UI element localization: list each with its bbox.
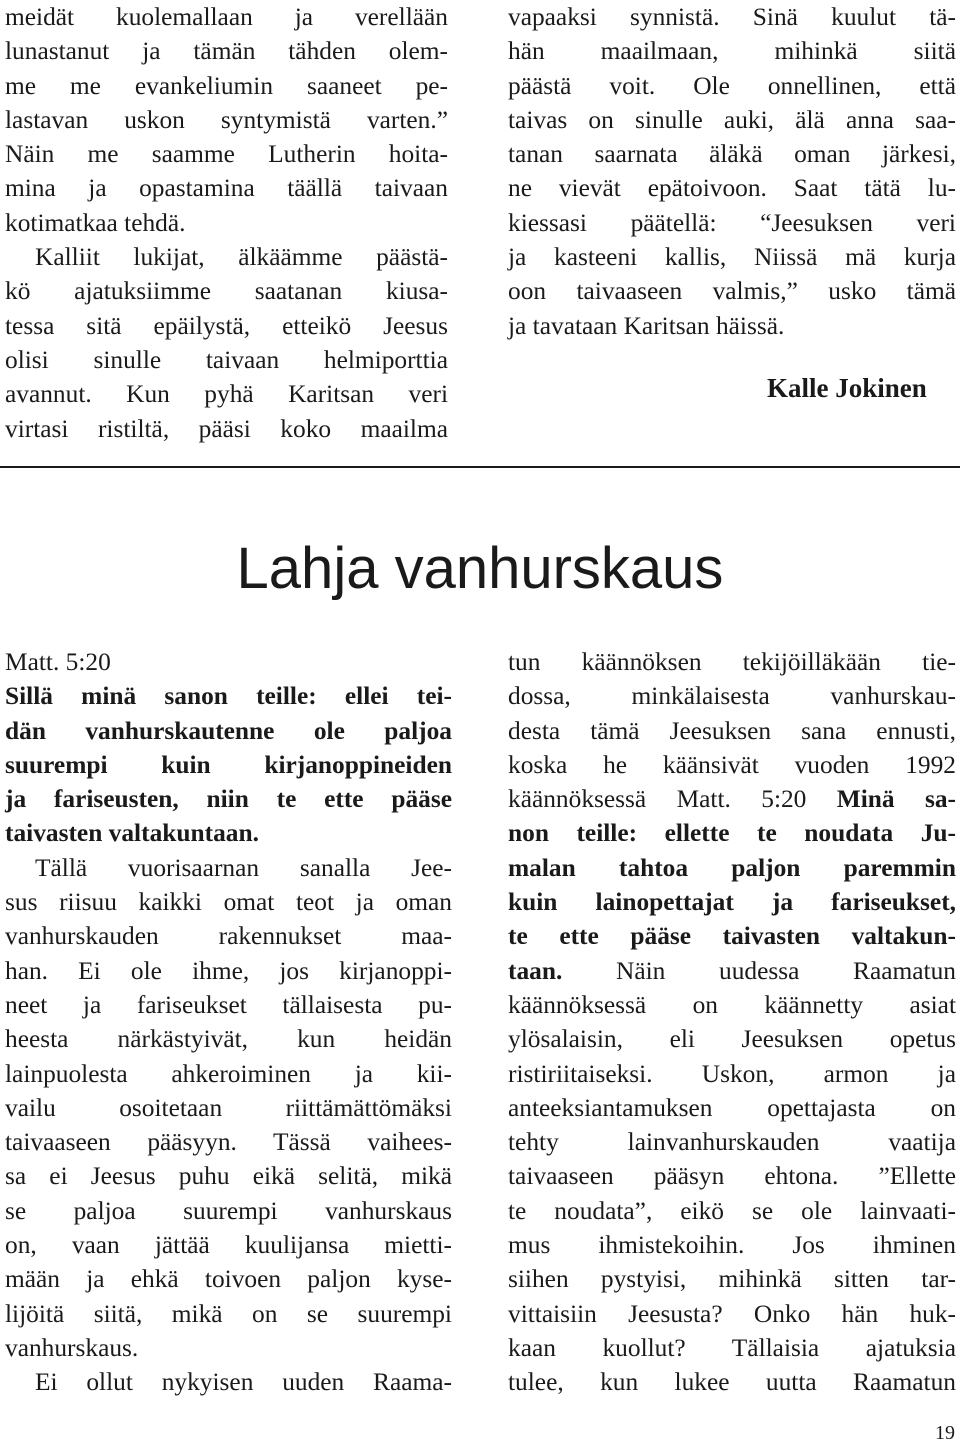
author-signature: Kalle Jokinen (767, 373, 927, 403)
text-line: Ei ollut nykyisen uuden Raama- (35, 1368, 452, 1397)
text-line: ja kasteeni kallis, Niissä mä kurja (508, 243, 956, 272)
article-title (0, 534, 960, 604)
text-line: kö ajatuksiimme saatanan kiusa- (5, 277, 448, 306)
text-line: olisi sinulle taivaan helmiporttia (5, 345, 448, 374)
text-line: dossa, minkälaisesta vanhurskau- (508, 682, 956, 711)
text-line: lainpuolesta ahkeroiminen ja kii- (5, 1059, 452, 1088)
text-line: kaan kuollut? Tällaisia ajatuksia (508, 1333, 956, 1362)
text-line: vailu osoitetaan riittämättömäksi (5, 1093, 452, 1122)
text-line: vapaaksi synnistä. Sinä kuulut tä- (508, 3, 956, 31)
text-line: han. Ei ole ihme, jos kirjanoppi- (5, 956, 452, 985)
text-line: sa ei Jeesus puhu eikä selitä, mikä (5, 1162, 452, 1191)
text-line: mina ja opastamina täällä taivaan (5, 174, 448, 203)
text-line: desta tämä Jeesuksen sana ennusti, (508, 716, 956, 745)
text-line: non teille: ellette te noudata Ju- (508, 819, 956, 848)
text-line: sus riisuu kaikki omat teot ja oman (5, 888, 452, 917)
text-line: siihen pystyisi, mihinkä sitten tar- (508, 1265, 956, 1294)
text-line: Näin me saamme Lutherin hoita- (5, 140, 448, 169)
text-line: ja fariseusten, niin te ette pääse (5, 785, 452, 814)
text-line: ja tavataan Karitsan häissä. (508, 311, 785, 340)
text-line: neet ja fariseukset tällaisesta pu- (5, 990, 452, 1019)
text-line: on, vaan jättää kuulijansa mietti- (5, 1231, 452, 1260)
bold-fragment: Minä sa- (836, 785, 957, 814)
text-line: vanhurskauden rakennukset maa- (5, 922, 452, 951)
text-line: tun käännöksen tekijöilläkään tie- (508, 648, 956, 676)
text-line: tulee, kun lukee uutta Raamatun (508, 1368, 956, 1397)
text-line: dän vanhurskautenne ole paljoa (5, 716, 452, 745)
text-line: malan tahtoa paljon paremmin (508, 853, 956, 882)
text-fragment: käännöksessä Matt. 5:20 (508, 785, 837, 814)
section-divider (0, 466, 960, 468)
text-line: tessa sitä epäilystä, etteikö Jeesus (5, 311, 448, 340)
text-line: Tällä vuorisaarnan sanalla Jee- (35, 853, 452, 882)
article-title-text: Lahja vanhurskaus (236, 536, 724, 601)
text-line: ylösalaisin, eli Jeesuksen opetus (508, 1025, 956, 1054)
text-line: oon taivaaseen valmis,” usko tämä (508, 277, 956, 306)
text-line: taivas on sinulle auki, älä anna saa- (508, 105, 956, 134)
article-left-column (5, 645, 452, 1400)
text-line: vanhurskaus. (5, 1333, 139, 1362)
text-line: käännöksessä on käännetty asiat (508, 990, 956, 1019)
text-line: te ette pääse taivasten valtakun- (508, 922, 956, 951)
text-line: ne vievät epätoivoon. Saat tätä lu- (508, 174, 956, 203)
text-line: virtasi ristiltä, pääsi koko maailma (5, 414, 448, 443)
text-line: Kalliit lukijat, älkäämme päästä- (35, 243, 448, 272)
text-fragment: Näin uudessa Raamatun (562, 956, 956, 985)
text-line: lastavan uskon syntymistä varten.” (5, 105, 448, 134)
text-line: mus ihmistekoihin. Jos ihminen (508, 1231, 956, 1260)
text-line: me me evankeliumin saaneet pe- (5, 71, 448, 100)
text-line: meidät kuolemallaan ja verellään (5, 3, 448, 31)
text-line: vittaisiin Jeesusta? Onko hän huk- (508, 1299, 956, 1328)
text-line: se paljoa suurempi vanhurskaus (5, 1196, 452, 1225)
text-line: avannut. Kun pyhä Karitsan veri (5, 380, 448, 409)
text-line: tanan saarnata äläkä oman järkesi, (508, 140, 956, 169)
text-line: anteeksiantamuksen opettajasta on (508, 1093, 956, 1122)
text-line: ristiriitaiseksi. Uskon, armon ja (508, 1059, 956, 1088)
text-line: koska he käänsivät vuoden 1992 (508, 750, 956, 779)
text-line: taivaaseen pääsyn ehtona. ”Ellette (508, 1162, 956, 1191)
text-line (508, 782, 956, 816)
text-line: heesta närkästyivät, kun heidän (5, 1025, 452, 1054)
top-left-column (5, 0, 448, 446)
text-line (508, 954, 956, 988)
text-line: te noudata”, eikö se ole lainvaati- (508, 1196, 956, 1225)
page-number: 19 (935, 1422, 955, 1444)
text-line: Sillä minä sanon teille: ellei tei- (5, 682, 452, 711)
text-line: kotimatkaa tehdä. (5, 208, 186, 237)
text-line: mään ja ehkä toivoen paljon kyse- (5, 1265, 452, 1294)
top-right-column (508, 0, 956, 343)
bold-fragment: taan. (508, 956, 563, 985)
text-line: lunastanut ja tämän tähden olem- (5, 37, 448, 66)
text-line: päästä voit. Ole onnellinen, että (508, 71, 956, 100)
text-line: kuin lainopettajat ja fariseukset, (508, 888, 956, 917)
text-line: kiessasi päätellä: “Jeesuksen veri (508, 208, 956, 237)
text-line: Matt. 5:20 (5, 648, 111, 676)
article-right-column (508, 645, 956, 1400)
text-line: hän maailmaan, mihinkä siitä (508, 37, 956, 66)
text-line: suurempi kuin kirjanoppineiden (5, 750, 452, 779)
text-line: lijöitä siitä, mikä on se suurempi (5, 1299, 452, 1328)
text-line: taivasten valtakuntaan. (5, 819, 259, 848)
text-line: taivaaseen pääsyyn. Tässä vaihees- (5, 1128, 452, 1157)
text-line: tehty lainvanhurskauden vaatija (508, 1128, 956, 1157)
